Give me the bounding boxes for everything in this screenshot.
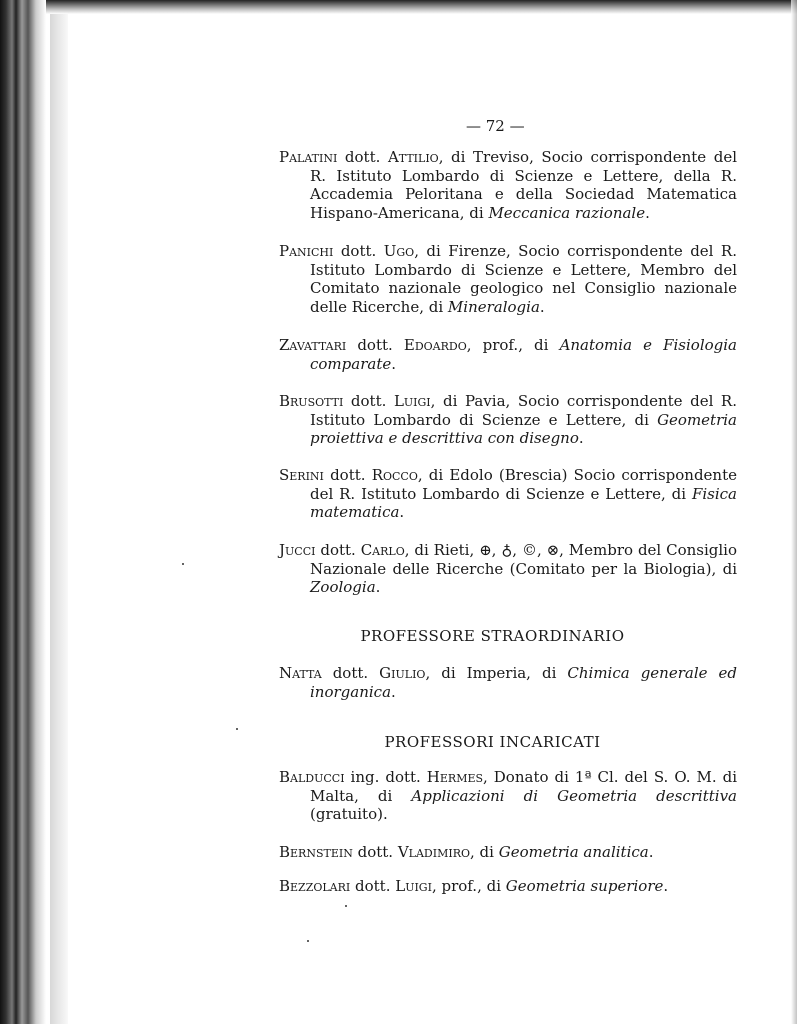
entry-surname: Bezzolari bbox=[279, 877, 351, 895]
book-spine-shadow bbox=[0, 0, 46, 1024]
top-page-edge bbox=[46, 0, 797, 14]
entry-given-name: Ugo bbox=[383, 242, 415, 260]
entry-balducci bbox=[279, 768, 737, 824]
entry-title: dott. bbox=[337, 148, 388, 166]
entry-title: dott. bbox=[352, 843, 398, 861]
entry-subject: Geometria proiettiva e descrittiva con disegno bbox=[310, 410, 737, 447]
entry-subject: Fisica matematica bbox=[310, 484, 737, 521]
entry-text: , di Edolo (Brescia) Socio corrispondente del R. Istituto Lombardo di Scienze e Lettere, di bbox=[310, 466, 737, 503]
entry-jucci bbox=[279, 541, 737, 597]
entry-text: , prof., di bbox=[431, 877, 506, 895]
entry-text: , Donato di 1ª Cl. del S. O. M. di Malta, di bbox=[310, 768, 737, 805]
entry-text: , di Pavia, Socio corrispondente del R. Istituto Lombardo di Scienze e Lettere, di bbox=[310, 392, 737, 429]
entry-text: , di Rieti, ⊕, ♁, ©, ⊗, Membro del Consiglio Nazionale delle Ricerche (Comitato per la Biologia), di bbox=[310, 541, 738, 578]
spine-streak bbox=[50, 0, 68, 1024]
entry-given-name: Luigi bbox=[395, 877, 432, 895]
entry-given-name: Vladimiro bbox=[397, 843, 470, 861]
entry-surname: Zavattari bbox=[279, 336, 347, 354]
entry-title: dott. bbox=[321, 664, 380, 682]
entry-subject: Applicazioni di Geometria descrittiva bbox=[411, 786, 737, 805]
entry-surname: Bernstein bbox=[279, 843, 353, 861]
entry-subject: Zoologia bbox=[310, 578, 376, 596]
entry-natta bbox=[279, 664, 737, 701]
entry-zavattari bbox=[279, 336, 737, 373]
entry-brusotti bbox=[279, 392, 737, 448]
entry-tail: . bbox=[391, 354, 396, 373]
entry-serini bbox=[279, 466, 737, 522]
scan-speck bbox=[182, 563, 184, 565]
entry-subject: Geometria analitica bbox=[498, 843, 649, 861]
entry-surname: Palatini bbox=[279, 148, 338, 166]
entry-subject: Anatomia e Fisiologia comparate bbox=[310, 336, 737, 373]
entry-text: , di Firenze, Socio corrispondente del R. Istituto Lombardo di Scienze e Lettere, Membro del Comitato nazionale geologico nel Consiglio nazionale delle Ricerche, di bbox=[310, 242, 737, 316]
entry-surname: Balducci bbox=[279, 768, 345, 786]
entry-given-name: Giulio bbox=[379, 664, 426, 682]
entry-text: , prof., di bbox=[466, 336, 560, 354]
entry-given-name: Edoardo bbox=[403, 336, 467, 354]
entry-tail: . bbox=[663, 877, 669, 895]
entry-text: , di Treviso, Socio corrispondente del R. Istituto Lombardo di Scienze e Lettere, della R. Accademia Peloritana e della Sociedad Matematica Hispano-Americana, di bbox=[310, 148, 738, 222]
entry-title: dott. bbox=[315, 541, 361, 559]
scan-speck bbox=[345, 905, 347, 907]
entry-given-name: Carlo bbox=[360, 541, 405, 559]
entry-title: dott. bbox=[350, 877, 396, 895]
scan-speck bbox=[307, 940, 309, 942]
entry-tail: . bbox=[399, 503, 405, 521]
entry-tail: (gratuito). bbox=[310, 805, 388, 823]
entry-tail: . bbox=[648, 843, 654, 861]
entry-title: dott. bbox=[346, 336, 404, 354]
entry-palatini bbox=[279, 148, 737, 222]
entry-surname: Panichi bbox=[279, 242, 334, 260]
entry-surname: Jucci bbox=[279, 541, 316, 559]
scan-speck bbox=[236, 728, 238, 730]
entry-tail: . bbox=[539, 297, 545, 316]
entry-given-name: Hermes bbox=[426, 768, 484, 786]
entry-subject: Geometria superiore bbox=[505, 877, 664, 895]
entry-surname: Brusotti bbox=[279, 392, 344, 410]
section-heading-straordinario: PROFESSORE STRAORDINARIO bbox=[360, 627, 625, 645]
entry-title: ing. dott. bbox=[344, 768, 427, 786]
entry-tail: . bbox=[645, 203, 650, 222]
entry-title: dott. bbox=[343, 392, 394, 410]
section-heading-incaricati: PROFESSORI INCARICATI bbox=[384, 733, 601, 751]
entry-surname: Natta bbox=[279, 664, 322, 682]
entry-given-name: Rocco bbox=[371, 466, 418, 484]
entry-surname: Serini bbox=[279, 466, 324, 484]
entry-tail: . bbox=[578, 429, 584, 447]
entry-given-name: Attilio bbox=[387, 148, 439, 166]
entry-text: , di Imperia, di bbox=[425, 664, 568, 682]
entry-title: dott. bbox=[333, 242, 384, 260]
entry-bezzolari bbox=[279, 877, 737, 896]
entry-title: dott. bbox=[323, 466, 372, 484]
entry-tail: . bbox=[391, 682, 396, 701]
entry-subject: Mineralogia bbox=[447, 297, 540, 316]
entry-subject: Chimica generale ed inorganica bbox=[310, 664, 737, 701]
entry-tail: . bbox=[375, 578, 381, 596]
right-page-edge bbox=[791, 0, 797, 1024]
entry-subject: Meccanica razionale bbox=[488, 203, 646, 222]
entry-bernstein bbox=[279, 843, 737, 862]
entry-given-name: Luigi bbox=[393, 392, 431, 410]
page-number: — 72 — bbox=[466, 117, 525, 135]
entry-text: , di bbox=[470, 843, 499, 861]
entry-panichi bbox=[279, 242, 737, 316]
